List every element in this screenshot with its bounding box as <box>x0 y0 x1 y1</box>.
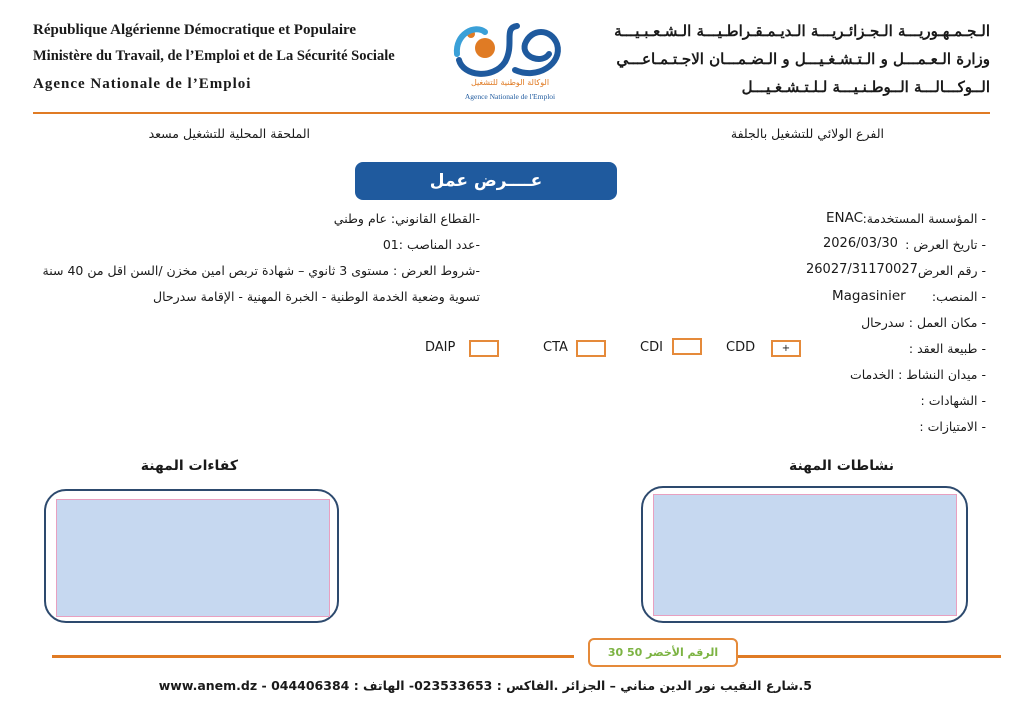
header-fr-line3: Agence Nationale de l’Emploi <box>33 76 252 92</box>
skills-content <box>56 499 330 617</box>
contract-type-label: - طبيعة العقد : <box>908 341 986 356</box>
cdd-check-mark: + <box>781 343 791 354</box>
offer-date-label: - تاريخ العرض : <box>905 237 986 252</box>
activities-panel <box>641 486 968 623</box>
diplomas-field: - الشهادات : <box>920 393 986 408</box>
green-number: الرقم الأخضر 50 30 <box>588 638 738 667</box>
contract-cdi-label: CDI <box>640 340 663 355</box>
skills-panel <box>44 489 339 623</box>
footer-line-left <box>52 655 574 658</box>
header-fr-line1: République Algérienne Démocratique et Populaire <box>33 22 357 38</box>
employer-value: ENAC <box>826 210 864 226</box>
activity-field: - ميدان النشاط : الخدمات <box>849 367 986 382</box>
activities-content <box>653 494 957 616</box>
agency-right: الفرع الولائي للتشغيل بالجلفة <box>730 126 884 141</box>
offer-number-label: - رقم العرض <box>917 263 986 278</box>
privileges-field: - الامتيازات : <box>919 419 986 434</box>
position-value: Magasinier <box>832 288 906 304</box>
contract-cta-checkbox[interactable] <box>576 340 606 357</box>
footer-line-right <box>738 655 1001 658</box>
logo-caption-fr: Agence Nationale de l'Emploi <box>464 92 556 101</box>
contract-cdd-checkbox[interactable] <box>771 340 801 357</box>
contract-cdi-checkbox[interactable] <box>672 338 702 355</box>
logo-caption-ar: الوكالة الوطنية للتشغيل <box>470 78 550 87</box>
positions-count: -عدد المناصب :01 <box>382 237 480 252</box>
offer-conditions-line1: -شروط العرض : مستوى 3 ثانوي – شهادة تربص امين مخزن /السن اقل من 40 سنة <box>42 263 480 278</box>
contract-cta-label: CTA <box>543 340 568 355</box>
activities-heading: نشاطات المهنة <box>788 458 894 474</box>
employer-label: - المؤسسة المستخدمة: <box>862 211 986 226</box>
skills-heading: كفاءات المهنة <box>140 458 238 474</box>
offer-conditions-line2: تسوية وضعية الخدمة الوطنية - الخبرة المهنية - الإقامة سدرحال <box>152 289 480 304</box>
contract-daip-checkbox[interactable] <box>469 340 499 357</box>
offer-date-value: 2026/03/30 <box>823 236 898 251</box>
header-ar-line2: وزارة الـعـمـــل و الـتـشـغـيـــل و الـضـمـــان الاجـتـمـاعـــي <box>616 50 990 68</box>
header-ar-line3: الــوكـــالـــة الــوطـنـيـــة لـلـتـشـغـيـــل <box>741 78 990 96</box>
position-label: - المنصب: <box>931 289 986 304</box>
agency-left: الملحقة المحلية للتشغيل مسعد <box>148 126 310 141</box>
offer-number-value: 26027/31170027 <box>806 262 918 277</box>
legal-sector: -القطاع القانوني: عام وطني <box>333 211 480 226</box>
header-ar-line1: الـجـمـهـوريـــة الـجـزائـريـــة الـديـمـقـراطـيـــة الـشـعـبـيـــة <box>614 22 990 40</box>
page-title: عــــرض عمل <box>355 162 617 200</box>
anem-logo <box>445 14 575 106</box>
header-fr-line2: Ministère du Travail, de l’Emploi et de La Sécurité Sociale <box>33 48 395 64</box>
header-divider <box>33 112 990 114</box>
contract-daip-label: DAIP <box>425 340 456 355</box>
contract-cdd-label: CDD <box>726 340 756 355</box>
footer-address: 5.شارع النقيب نور الدين مناني – الجزائر .الفاكس : 023533653- الهاتف : 044406384 - www.anem.dz <box>158 678 812 693</box>
workplace: - مكان العمل : سدرحال <box>861 315 986 330</box>
